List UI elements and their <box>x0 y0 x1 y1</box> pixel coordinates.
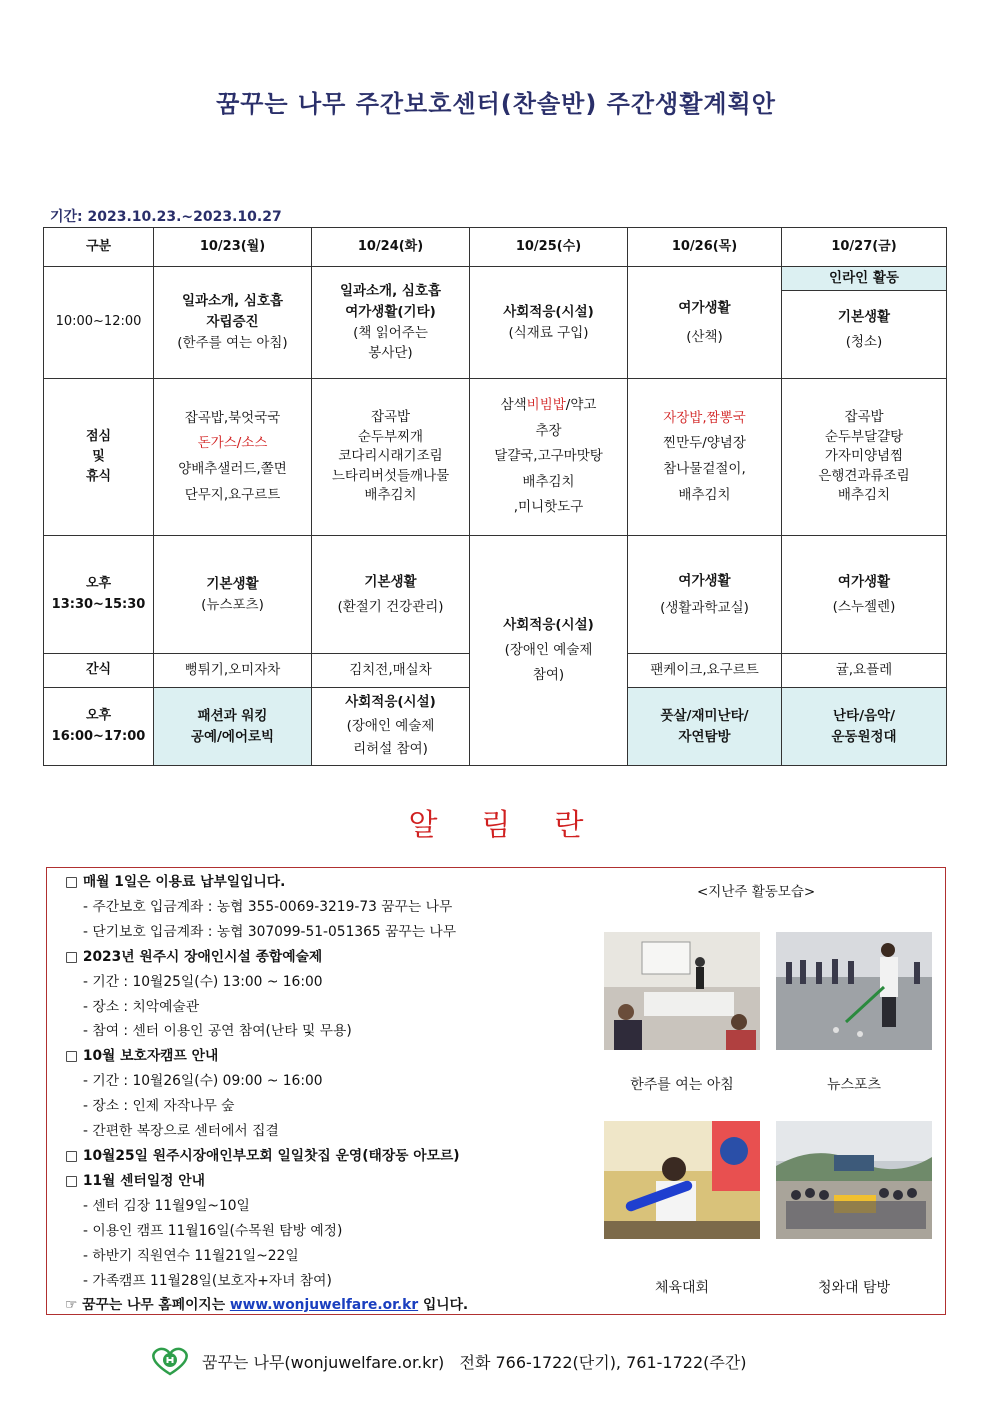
menu-item: 잡곡밥 <box>844 409 884 426</box>
cell-line: 사회적응(시설) <box>345 694 436 711</box>
homepage-link[interactable]: www.wonjuwelfare.or.kr <box>229 1297 419 1313</box>
notice-sub-item: - 하반기 직원연수 11월21일~22일 <box>83 1247 299 1264</box>
row-label-afternoon <box>44 536 154 654</box>
cell-line: 봉사단) <box>368 345 413 362</box>
cell-line: 참여) <box>532 666 565 683</box>
cell-line: 16:00~17:00 <box>51 728 146 744</box>
cell-lunch-mon <box>154 379 312 536</box>
cell-morning-wed <box>470 267 628 379</box>
menu-item: 가자미양념찜 <box>824 448 904 465</box>
notice-sub-item: - 간편한 복장으로 센터에서 집결 <box>83 1123 279 1140</box>
menu-text-highlight: 비빔밥 <box>526 396 566 413</box>
cell-morning-fri <box>782 267 947 379</box>
notice-sub-item: - 장소 : 인제 자작나무 숲 <box>83 1098 235 1115</box>
cell-line: 여가생활 <box>837 573 891 590</box>
cell-late-fri <box>782 688 947 766</box>
table-row-lunch <box>44 379 947 536</box>
row-label-late <box>44 688 154 766</box>
notice-sub-item: - 기간 : 10월25일(수) 13:00 ~ 16:00 <box>83 973 323 990</box>
menu-item: ,미니핫도구 <box>513 499 584 516</box>
cell-line: 여가생활(기타) <box>345 303 436 320</box>
cell-line: (환절기 건강관리) <box>337 598 444 615</box>
cell-line: 운동원정대 <box>831 728 897 745</box>
menu-item: 코다리시래기조림 <box>338 448 443 465</box>
classroom-photo-icon <box>604 932 760 1050</box>
header-wed: 10/25(수) <box>470 228 628 267</box>
table-row-afternoon <box>44 536 947 654</box>
cell-snack-thu: 팬케이크,요구르트 <box>628 654 782 688</box>
cell-line: 13:30~15:30 <box>51 596 146 612</box>
notice-heading-item: □ 매월 1일은 이용료 납부일입니다. <box>65 874 286 890</box>
menu-item: 양배추샐러드,쫄면 <box>178 461 287 477</box>
cell-afternoon-fri <box>782 536 947 654</box>
cell-line: 일과소개, 심호흡 <box>339 282 442 299</box>
cell-line: 자연탐방 <box>678 728 731 745</box>
menu-item: 참나물겉절이, <box>663 461 746 477</box>
notice-sub-item: - 참여 : 센터 이용인 공연 참여(난타 및 무용) <box>83 1023 352 1040</box>
photo-caption-3: 체육대회 <box>654 1280 710 1296</box>
cell-line: (뉴스포츠) <box>201 596 264 613</box>
homepage-suffix: 입니다. <box>418 1297 469 1313</box>
menu-item: 자장밥,짬뽕국 <box>663 409 746 426</box>
header-tue: 10/24(화) <box>312 228 470 267</box>
menu-item: 은행견과류조림 <box>818 467 910 484</box>
cell-line: 기본생활 <box>206 575 259 592</box>
cell-line: 풋살/재미난타/ <box>660 707 749 724</box>
cell-line: (장애인 예술제 <box>504 642 593 659</box>
cell-afternoon-tue <box>312 536 470 654</box>
notice-sub-item: - 이용인 캠프 11월16일(수목원 탐방 예정) <box>83 1222 343 1239</box>
cell-late-tue <box>312 688 470 766</box>
notice-sub-item: - 기간 : 10월26일(수) 09:00 ~ 16:00 <box>83 1073 323 1090</box>
cell-line: 기본생활 <box>364 573 417 590</box>
cell-line: 자립증진 <box>206 314 259 331</box>
cell-lunch-wed <box>470 379 628 536</box>
menu-item: 잡곡밥 <box>370 409 411 426</box>
cell-afternoon-thu <box>628 536 782 654</box>
menu-item: 배추김치 <box>522 473 575 490</box>
cell-late-mon <box>154 688 312 766</box>
header-thu: 10/26(목) <box>628 228 782 267</box>
cell-line: (스누젤렌) <box>832 598 896 615</box>
menu-item: 추장 <box>535 422 562 439</box>
notice-sub-item: - 장소 : 치악예술관 <box>83 998 200 1015</box>
cell-line: (청소) <box>845 333 883 350</box>
organization-logo-icon <box>150 1346 190 1376</box>
menu-item: 배추김치 <box>678 486 731 503</box>
cell-late-thu <box>628 688 782 766</box>
cell-morning-thu <box>628 267 782 379</box>
footer-text: 꿈꾸는 나무(wonjuwelfare.or.kr) 전화 766-1722(단기), 761-1722(주간) <box>202 1352 747 1372</box>
photo-caption-2: 뉴스포츠 <box>826 1077 882 1093</box>
notice-sub-item: - 가족캠프 11월28일(보호자+자녀 참여) <box>83 1272 332 1289</box>
menu-item: 달걀국,고구마맛탕 <box>494 448 603 465</box>
cell-lunch-fri <box>782 379 947 536</box>
menu-text: 삼색 <box>500 396 527 413</box>
page-title: 꿈꾸는 나무 주간보호센터(찬솔반) 주간생활계획안 <box>216 90 776 118</box>
header-fri: 10/27(금) <box>782 228 947 267</box>
header-category: 구분 <box>44 228 154 267</box>
cell-afternoon-wed <box>470 536 628 766</box>
cell-snack-tue: 김치전,매실차 <box>312 654 470 688</box>
header-mon: 10/23(월) <box>154 228 312 267</box>
cell-line: 사회적응(시설) <box>503 303 594 320</box>
cell-line: (산책) <box>686 328 723 345</box>
menu-text: /약고 <box>565 396 597 413</box>
cell-line: 일과소개, 심호흡 <box>181 293 284 310</box>
menu-item: 느타리버섯들깨나물 <box>331 467 450 484</box>
menu-item: 잡곡밥,북엇국국 <box>184 409 281 426</box>
schedule-table <box>43 227 947 766</box>
notice-sub-item: - 센터 김장 11월9일~10일 <box>83 1197 250 1214</box>
table-header-row <box>44 228 947 267</box>
cell-morning-tue <box>312 267 470 379</box>
menu-item: 찐만두/양념장 <box>663 435 746 452</box>
cell-line: 리허설 참여) <box>353 741 428 758</box>
cell-line: (생활과학교실) <box>660 599 749 616</box>
notice-heading-item: □ 10월 보호자캠프 안내 <box>65 1048 219 1065</box>
row-label-snack: 간식 <box>44 654 154 688</box>
cell-snack-mon: 뻥튀기,오미자차 <box>154 654 312 688</box>
row-label-lunch <box>44 379 154 536</box>
notice-heading-item: □ 2023년 원주시 장애인시설 종합예술제 <box>65 948 323 965</box>
row-label-morning: 10:00~12:00 <box>44 267 154 379</box>
notice-list <box>65 870 469 1313</box>
photo-caption-4: 청와대 탐방 <box>817 1280 891 1296</box>
cell-line: 및 <box>92 448 105 464</box>
menu-item: 배추김치 <box>837 487 891 504</box>
cell-morning-mon <box>154 267 312 379</box>
menu-item <box>473 393 624 419</box>
cell-afternoon-mon <box>154 536 312 654</box>
period-label: 기간: 2023.10.23.~2023.10.27 <box>50 209 282 225</box>
notice-sub-item: - 주간보호 입금계좌 : 농협 355-0069-3219-73 꿈꾸는 나무 <box>83 898 453 915</box>
gym-photo-icon <box>776 932 932 1050</box>
cell-line: 패션과 워킹 <box>197 707 268 724</box>
cell-line: (책 읽어주는 <box>353 324 428 341</box>
menu-item: 배추김치 <box>364 487 417 504</box>
notice-sub-item: - 단기보호 입금계좌 : 농협 307099-51-051365 꿈꾸는 나무 <box>83 923 457 940</box>
footer <box>150 1346 747 1376</box>
cell-line: 기본생활 <box>837 308 891 325</box>
group-tour-photo-icon <box>776 1121 932 1239</box>
cell-line: 휴식 <box>85 469 112 485</box>
notice-heading-item: □ 10월25일 원주시장애인부모회 일일찻집 운영(태장동 아모르) <box>65 1147 460 1164</box>
cell-line: 오후 <box>85 576 112 592</box>
notice-heading: 알림란 <box>408 808 628 843</box>
cell-line: 여가생활 <box>678 299 731 316</box>
cell-line: (식재료 구입) <box>508 324 589 341</box>
photo-caption-1: 한주를 여는 아침 <box>630 1077 734 1093</box>
notice-box <box>46 867 946 1315</box>
homepage-line <box>65 1293 468 1318</box>
cell-line: 여가생활 <box>678 572 731 589</box>
cell-line: 오후 <box>85 708 112 724</box>
cell-line: 공예/에어로빅 <box>190 728 275 745</box>
cell-snack-fri: 귤,요플레 <box>782 654 947 688</box>
homepage-prefix: ☞ 꿈꾸는 나무 홈페이지는 <box>65 1297 230 1313</box>
menu-item: 단무지,요구르트 <box>184 486 281 503</box>
sports-day-photo-icon <box>604 1121 760 1239</box>
notice-heading-item: □ 11월 센터일정 안내 <box>65 1172 205 1189</box>
cell-lunch-thu <box>628 379 782 536</box>
cell-line: 사회적응(시설) <box>503 617 594 634</box>
cell-line: 점심 <box>85 428 112 444</box>
inline-activity-tag: 인라인 활동 <box>782 267 946 291</box>
cell-lunch-tue <box>312 379 470 536</box>
table-row-morning <box>44 267 947 379</box>
cell-line: 난타/음악/ <box>832 707 896 724</box>
menu-item: 돈가스/소스 <box>197 435 268 452</box>
cell-line: (장애인 예술제 <box>346 717 435 734</box>
menu-item: 순두부달걀탕 <box>824 428 904 445</box>
menu-item: 순두부찌개 <box>357 428 424 445</box>
cell-line: (한주를 여는 아침) <box>177 334 288 351</box>
photos-title: <지난주 활동모습> <box>697 884 816 900</box>
